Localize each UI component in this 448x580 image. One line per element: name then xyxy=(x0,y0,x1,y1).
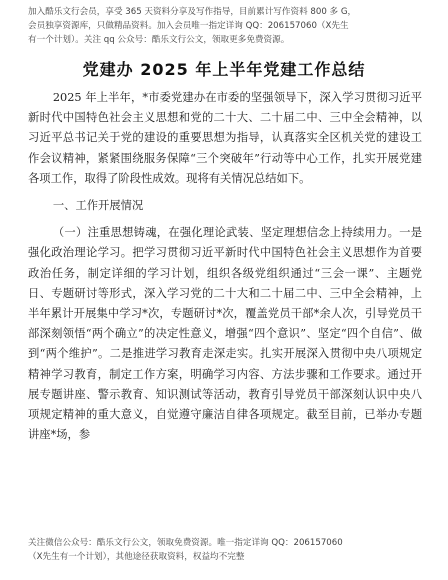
promo-footer-line: （X先生有一个计划），其他途径获取资料，权益均不完整 xyxy=(28,552,245,562)
promo-footer-line: 关注微信公众号：酷乐文行公文，领取免费资源。唯一指定详询 QQ：206157060 xyxy=(28,538,343,548)
document-body xyxy=(28,88,422,445)
promo-header-line: 有一个计划）。关注 qq 公众号：酷乐文行公文，领取更多免费资源。 xyxy=(28,35,290,45)
promo-header-line: 加入酷乐文行会员，享受 365 天资料分享及写作指导，目前累计写作资料 800 多 G， xyxy=(28,7,357,17)
promo-header xyxy=(28,5,424,47)
promo-footer xyxy=(28,536,424,564)
document-title: 党建办 2025 年上半年党建工作总结 xyxy=(82,60,366,79)
body-paragraph: （一）注重思想铸魂，在强化理论武装、坚定理想信念上持续用力。一是强化政治理论学习。把学习贯彻习近平新时代中国特色社会主义思想作为首要政治任务，制定详细的学习计划，组织各级党组织通过“三会一课”、主题党日、专题研讨等形式，深入学习党的二十大和二十届二中、三中全会精神，上半年累计开展集中学习*次，专题研讨*次，覆盖党员干部*余人次，引导党员干部深刻领悟“两个确立”的决定性意义，增强“四个意识”、坚定“四个自信”、做到“两个维护”。二是推进学习教育走深走实。扎实开展深入贯彻中央八项规定精神学习教育，制定工作方案，明确学习内容、方法步骤和工作要求。通过开展专题讲座、警示教育、知识测试等活动，教育引导党员干部深刻认识中央八项规定精神的重大意义，自觉遵守廉洁自律各项规定。截至目前，已举办专题讲座*场，参 xyxy=(28,226,422,442)
intro-paragraph: 2025 年上半年，*市委党建办在市委的坚强领导下，深入学习贯彻习近平新时代中国特色社会主义思想和党的二十大、二十届二中、三中全会精神，以习近平总书记关于党的建设的重要思想为指导，认真落实全区机关党的建设工作会议精神，紧紧围绕服务保障“三个突破年”行动等中心工作，扎实开展党建各项工作，取得了阶段性成效。现将有关情况总结如下。 xyxy=(28,91,422,185)
section-heading: 一、工作开展情况 xyxy=(52,199,144,213)
promo-header-line: 会员独享资源库，只做精品资料。加入会员唯一指定详询 QQ：206157060（X先生 xyxy=(28,21,349,31)
